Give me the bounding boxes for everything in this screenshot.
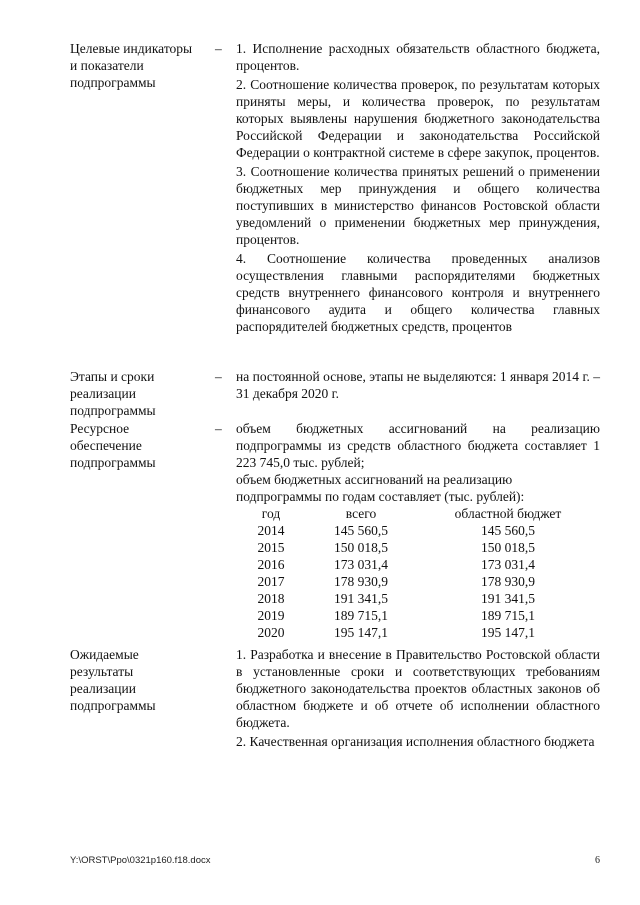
cell-total: 189 715,1	[334, 608, 388, 623]
footer-page-number: 6	[595, 855, 600, 866]
cell-regional: 150 018,5	[481, 540, 535, 555]
resources-dash: –	[215, 421, 222, 436]
target-item-1: 1. Исполнение расходных обязательств областного бюджета, процентов.	[236, 41, 600, 73]
stages-label: Этапы и сроки реализации подпрограммы	[70, 369, 156, 418]
cell-total: 178 930,9	[334, 574, 388, 589]
resources-content	[236, 420, 600, 641]
cell-regional: 173 031,4	[481, 557, 535, 572]
cell-year: 2017	[257, 574, 285, 589]
cell-total: 150 018,5	[334, 540, 388, 555]
cell-regional: 178 930,9	[481, 574, 535, 589]
table-row	[236, 556, 600, 573]
cell-year: 2014	[257, 523, 285, 538]
cell-total: 191 341,5	[334, 591, 388, 606]
stages-content: на постоянной основе, этапы не выделяются: 1 января 2014 г. – 31 декабря 2020 г.	[236, 369, 600, 401]
table-row	[236, 624, 600, 641]
result-item-1: 1. Разработка и внесение в Правительство Ростовской области в установленные сроки и соответствующих требованиям бюджетного законодательства проектов областных законов об областном бюджете и об отчете об исполнении областного бюджета.	[236, 647, 600, 730]
result-item-2: 2. Качественная организация исполнения областного бюджета	[236, 734, 595, 749]
targets-dash: –	[215, 41, 222, 56]
header-regional-budget: областной бюджет	[454, 506, 562, 521]
table-row	[236, 539, 600, 556]
cell-regional: 145 560,5	[481, 523, 535, 538]
section-results	[70, 646, 600, 776]
target-item-4: 4. Соотношение количества проведенных анализов осуществления главными распорядителями бюджетных средств внутреннего финансового контроля и внутреннего финансового аудита и общего количества главных распорядителей бюджетных средств, процентов	[236, 251, 600, 334]
table-row	[236, 573, 600, 590]
targets-label: Целевые индикаторы и показатели подпрограммы	[70, 41, 193, 90]
resources-label: Ресурсное обеспечение подпрограммы	[70, 421, 156, 470]
target-item-3: 3. Соотношение количества принятых решений о применении бюджетных мер принуждения и общего количества поступивших в министерство финансов Ростовской области уведомлений о применении бюджетных мер принуждения, процентов.	[236, 164, 600, 247]
results-content	[236, 646, 600, 752]
targets-content	[236, 40, 600, 337]
table-row	[236, 590, 600, 607]
cell-total: 195 147,1	[334, 625, 388, 640]
table-row	[236, 607, 600, 624]
cell-regional: 189 715,1	[481, 608, 535, 623]
funding-table	[236, 505, 600, 641]
section-resources	[70, 420, 600, 645]
stages-dash: –	[215, 369, 222, 384]
resources-text-by-year: объем бюджетных ассигнований на реализацию подпрограммы по годам составляет (тыс. рублей):	[236, 472, 525, 504]
cell-total: 173 031,4	[334, 557, 388, 572]
results-label: Ожидаемые результаты реализации подпрограммы	[70, 647, 156, 713]
cell-year: 2018	[257, 591, 285, 606]
header-year: год	[261, 506, 281, 521]
cell-year: 2020	[257, 625, 285, 640]
header-total: всего	[345, 506, 377, 521]
section-targets	[70, 40, 600, 365]
cell-total: 145 560,5	[334, 523, 388, 538]
resources-text-total: объем бюджетных ассигнований на реализацию подпрограммы из средств областного бюджета составляет 1 223 745,0 тыс. рублей;	[236, 421, 600, 470]
cell-regional: 191 341,5	[481, 591, 535, 606]
cell-year: 2016	[257, 557, 285, 572]
cell-regional: 195 147,1	[481, 625, 535, 640]
section-stages	[70, 368, 600, 420]
funding-table-header	[236, 505, 600, 522]
target-item-2: 2. Соотношение количества проверок, по результатам которых приняты меры, и количества проверок, по результатам которых выявлены нарушения бюджетного законодательства Российской Федерации и законодательства Российской Федерации о контрактной системе в сфере закупок, процентов.	[236, 77, 600, 160]
footer-file-path: Y:\ORST\Ppo\0321p160.f18.docx	[70, 855, 211, 866]
cell-year: 2019	[257, 608, 285, 623]
table-row	[236, 522, 600, 539]
cell-year: 2015	[257, 540, 285, 555]
